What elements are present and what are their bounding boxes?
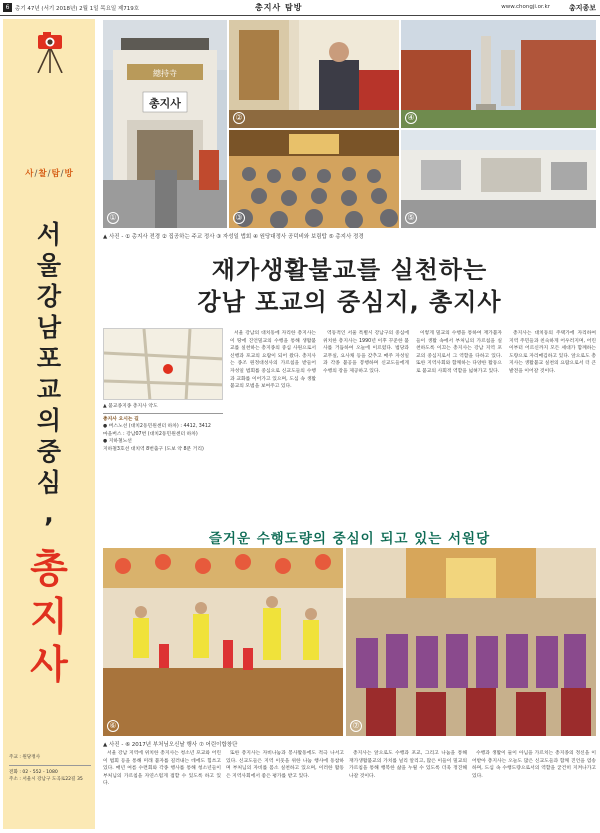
article-column [103, 750, 221, 830]
page-header [0, 0, 600, 16]
photo-temple-scenery [401, 130, 596, 228]
article-paragraph: 수행과 생활이 둘이 아님을 가르치는 총지종의 정신을 이어받아 총지사는 오늘도 많은 신교도들과 함께 진언을 염송하며, 도심 속 수행도량으로서의 역할을 굳건히 지켜나가고 있다. [472, 751, 596, 779]
footer-line: 주교 : 원당정사 [9, 755, 41, 760]
footer-line: 전화 : 02 - 552 - 1080 [9, 770, 58, 775]
directions-heading: 총지사 오시는 길 [103, 413, 223, 424]
kicker-char: 방 [64, 169, 73, 179]
photo-number: ⑦ [350, 720, 362, 732]
title-char: 포 [36, 344, 62, 373]
title-char: 총 [30, 547, 68, 592]
article-paragraph: 이렇게 밀교의 수행을 통하여 재가불자들이 생활 속에서 부처님의 가르침을 실천하도록 이끄는 총지사는 강남 지역 포교의 중심지로서 그 역할을 다하고 있다. 또한 지역사회와 함께하는 다양한 활동으로 불교의 사회적 역할을 넓혀가고 있다. [416, 331, 502, 374]
issue-line: 총기 47년 (서기 2018년) 2월 1일 목요일 제719호 [15, 6, 140, 12]
photo-temple-exterior [103, 20, 227, 228]
headline [103, 254, 596, 318]
camera-easel-icon [33, 29, 67, 73]
photo-caption-2: ▲ 사진 - ⑥ 2017년 부처님오신날 행사 ⑦ 어린이합창단 [103, 742, 238, 748]
photo-children-choir [346, 548, 596, 736]
article-paragraph: 역동적인 서울 특별시 강남구의 중심에 위치한 총지사는 1990년 이후 꾸준한 불사를 거듭하여 오늘에 이르렀다. 법당과 교무실, 요사채 등을 갖추고 매주 자성일과 각종 불공을 봉행하며 신교도들에게 수행의 장을 제공하고 있다. [323, 331, 409, 374]
article-column [349, 750, 467, 830]
temple-sign: 총지사 [149, 97, 181, 110]
title-char: 울 [36, 251, 62, 280]
footer-line: 주소 : 서울시 강남구 도곡로22길 35 [9, 777, 83, 782]
website-url[interactable]: www.chongji.or.kr [501, 4, 550, 10]
kicker-char: 탐 [51, 169, 60, 179]
vertical-title-main [3, 219, 95, 529]
article-paragraph: 또한 총지사는 자비나눔과 봉사활동에도 적극 나서고 있다. 신교도들은 지역 이웃을 위한 나눔 행사에 동참하며 부처님의 자비를 몸소 실천하고 있으며, 이러한 활동은 지역사회에서 좋은 평가를 받고 있다. [226, 751, 344, 779]
title-char: 서 [36, 220, 62, 249]
sidebar [3, 19, 95, 829]
directions-line: 지하철3호선 대치역 8번출구 (도보 약 8분 거리) [103, 446, 204, 452]
article-paragraph: 총지사는 앞으로도 수행과 포교, 그리고 나눔을 통해 재가생활불교의 가치를 널리 알리고, 많은 이들이 밀교의 가르침을 통해 행복한 삶을 누릴 수 있도록 더욱 정진해 나갈 것이다. [349, 751, 467, 779]
photo-number: ③ [233, 212, 245, 224]
title-char: 강 [36, 282, 62, 311]
photo-number: ② [233, 112, 245, 124]
title-char: 사 [30, 643, 68, 688]
title-char: 남 [36, 313, 62, 342]
directions-line: ● 버스노선 (대치2동민원센터 하차) : 4412, 3412 [103, 424, 211, 429]
location-map [103, 328, 223, 400]
photo-number: ⑥ [107, 720, 119, 732]
sidebar-kicker: 사/찰/탐/방 [25, 169, 73, 179]
directions-line: 마을버스 : 강남07번 (대치2동민원센터 하차) [103, 431, 198, 437]
photo-number: ⑤ [405, 212, 417, 224]
article-column [230, 330, 316, 520]
title-char: 지 [30, 595, 68, 640]
photo-dharma-meeting [229, 130, 399, 228]
photo-number: ① [107, 212, 119, 224]
section-title: 총지사 탐방 [255, 3, 303, 12]
sidebar-footer [9, 754, 91, 783]
directions-box [103, 328, 223, 478]
title-char: 심 [36, 468, 62, 497]
paper-name: 총지종보 [568, 4, 596, 12]
photo-collage [103, 20, 596, 228]
photo-memorial-stupa [401, 20, 596, 128]
photo-buddha-birthday [103, 548, 343, 736]
headline-line-2: 강남 포교의 중심지, 총지사 [197, 288, 502, 316]
kicker-char: 찰 [38, 169, 47, 179]
vertical-title-temple [3, 546, 95, 690]
photo-caption: ▲ 사진 - ① 총지사 전경 ② 집공하는 주교 정사 ③ 자성일 법회 ④ 원당대정사 공덕비와 보림탑 ⑤ 총지사 정경 [103, 234, 364, 240]
article-paragraph: 서울 강남의 대치동에 자리한 총지사는 이 땅에 진언밀교의 수행을 통해 생활불교를 실천하는 총지종의 중심 사원으로서 신행과 포교의 요람이 되어 왔다. 총지사는 종조 원정대성사의 가르침을 받들어 자성일 법회를 중심으로 신교도들의 수행과 교화를 이어가고 있으며, 도심 속 생활불교의 모범을 보여주고 있다. [230, 331, 316, 390]
headline-line-1: 재가생활불교를 실천하는 [211, 256, 488, 284]
directions-line: ● 지하철노선 [103, 439, 132, 444]
article-column [416, 330, 502, 520]
map-pin-icon [163, 364, 173, 374]
article-column [509, 330, 596, 520]
photo-monk-interior [229, 20, 399, 128]
sub-headline: 즐거운 수행도량의 중심이 되고 있는 서원당 [208, 531, 491, 547]
title-char: , [44, 499, 54, 528]
article-column [226, 750, 344, 830]
article-column [323, 330, 409, 520]
title-char: 교 [36, 375, 62, 404]
title-char: 중 [36, 437, 62, 466]
photo-number: ④ [405, 112, 417, 124]
page-number: 6 [3, 3, 12, 12]
title-char: 의 [36, 406, 62, 435]
article-column [472, 750, 596, 830]
article-paragraph: 총지사는 대치동의 주택가에 자리하여 지역 주민들과 친숙하게 어우러지며, 어린이부터 어르신까지 모든 세대가 함께하는 도량으로 자리매김하고 있다. 앞으로도 총지사는 생활불교 실천의 요람으로서 더 큰 발전을 이어갈 것이다. [509, 331, 596, 374]
map-title: ▲ 불교종지종 총지사 약도 [103, 404, 158, 409]
temple-sign-small: 總持寺 [153, 69, 177, 78]
article-paragraph: 서울 강남 지역에 위치한 총지사는 청소년 포교와 어린이 법회 등을 통해 미래 불자를 길러내는 데에도 힘쓰고 있다. 매년 여름 수련회와 각종 행사를 통해 청소년들이 부처님의 가르침을 자연스럽게 접할 수 있도록 하고 있다. [103, 751, 221, 787]
kicker-char: 사 [25, 169, 34, 179]
